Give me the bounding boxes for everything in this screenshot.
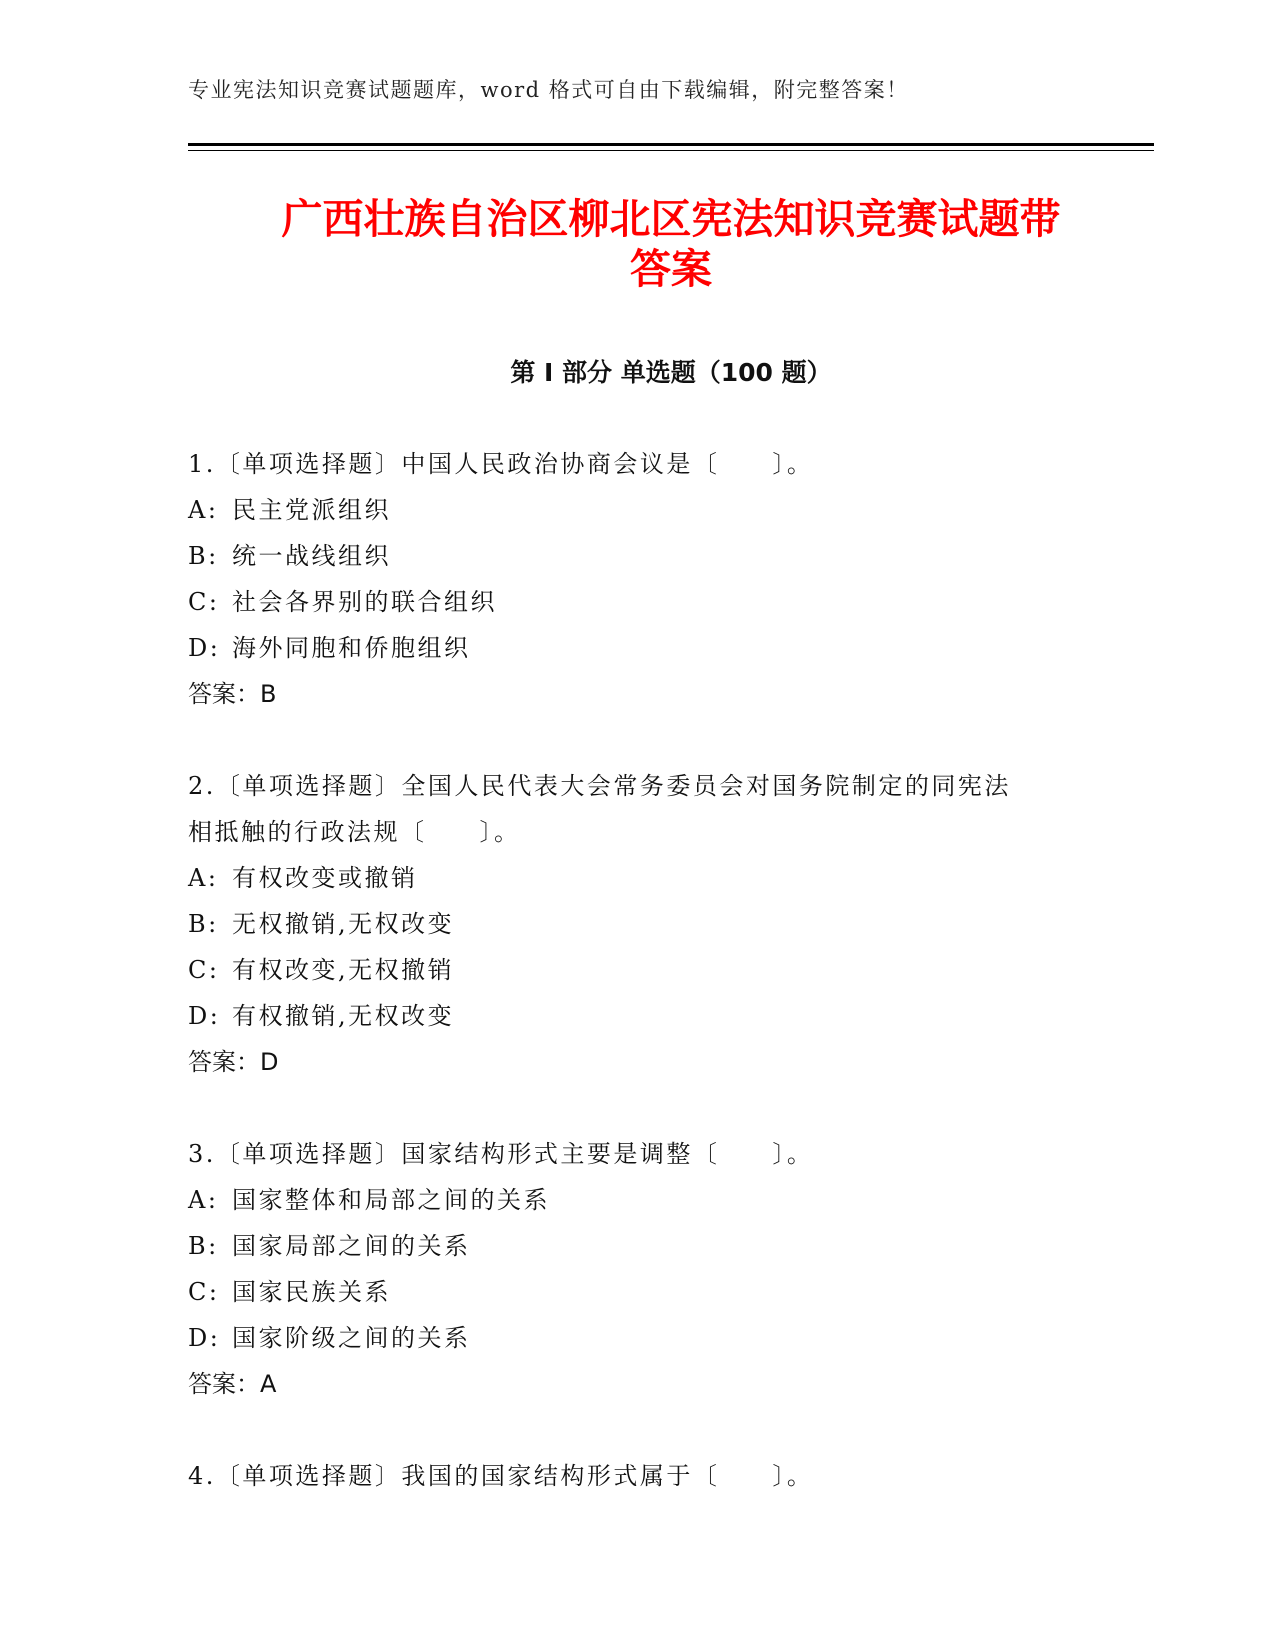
option-key: A:	[188, 1186, 219, 1214]
document-title-line-2: 答案	[630, 245, 712, 293]
option-text: 社会各界别的联合组织	[232, 588, 497, 616]
option-key: B:	[188, 1232, 219, 1260]
option-text: 有权撤销,无权改变	[232, 1002, 455, 1030]
option-a	[188, 1177, 1088, 1223]
question-list	[188, 441, 1088, 1545]
option-text: 国家整体和局部之间的关系	[232, 1186, 550, 1214]
option-text: 国家民族关系	[232, 1278, 391, 1306]
header-rule-thick	[188, 143, 1154, 146]
option-a	[188, 487, 1088, 533]
question-stem: 4.〔单项选择题〕我国的国家结构形式属于〔 〕。	[188, 1462, 814, 1490]
option-key: B:	[188, 542, 219, 570]
option-key: D:	[188, 1324, 221, 1352]
option-b	[188, 533, 1088, 579]
option-text: 有权改变或撤销	[232, 864, 418, 892]
option-d	[188, 993, 1088, 1039]
option-key: B:	[188, 910, 219, 938]
option-text: 统一战线组织	[232, 542, 391, 570]
option-b	[188, 901, 1088, 947]
option-key: C:	[188, 588, 220, 616]
document-title-line-1: 广西壮族自治区柳北区宪法知识竞赛试题带	[281, 195, 1061, 243]
header-note: 专业宪法知识竞赛试题题库，word 格式可自由下载编辑，附完整答案！	[188, 78, 909, 102]
option-a	[188, 855, 1088, 901]
option-c	[188, 947, 1088, 993]
option-text: 有权改变,无权撤销	[232, 956, 455, 984]
answer-line: 答案：D	[188, 1048, 279, 1076]
option-key: A:	[188, 864, 219, 892]
option-text: 海外同胞和侨胞组织	[232, 634, 471, 662]
section-title: 第 I 部分 单选题（100 题）	[510, 358, 832, 387]
option-d	[188, 1315, 1088, 1361]
option-key: A:	[188, 496, 219, 524]
question-stem: 2.〔单项选择题〕全国人民代表大会常务委员会对国务院制定的同宪法相抵触的行政法规〔 〕。	[188, 772, 1011, 846]
header-rule-thin	[188, 150, 1154, 151]
option-key: C:	[188, 956, 220, 984]
answer-line: 答案：B	[188, 680, 277, 708]
option-c	[188, 579, 1088, 625]
question-1	[188, 441, 1088, 717]
option-text: 民主党派组织	[232, 496, 391, 524]
option-d	[188, 625, 1088, 671]
option-key: C:	[188, 1278, 220, 1306]
question-3	[188, 1131, 1088, 1407]
question-stem: 1.〔单项选择题〕中国人民政治协商会议是〔 〕。	[188, 450, 814, 478]
question-stem: 3.〔单项选择题〕国家结构形式主要是调整〔 〕。	[188, 1140, 814, 1168]
document-title	[188, 194, 1154, 294]
option-text: 国家阶级之间的关系	[232, 1324, 471, 1352]
option-key: D:	[188, 634, 221, 662]
answer-line: 答案：A	[188, 1370, 277, 1398]
option-b	[188, 1223, 1088, 1269]
option-key: D:	[188, 1002, 221, 1030]
option-c	[188, 1269, 1088, 1315]
option-text: 无权撤销,无权改变	[232, 910, 455, 938]
question-2	[188, 763, 1088, 1085]
question-4	[188, 1453, 1088, 1499]
option-text: 国家局部之间的关系	[232, 1232, 471, 1260]
